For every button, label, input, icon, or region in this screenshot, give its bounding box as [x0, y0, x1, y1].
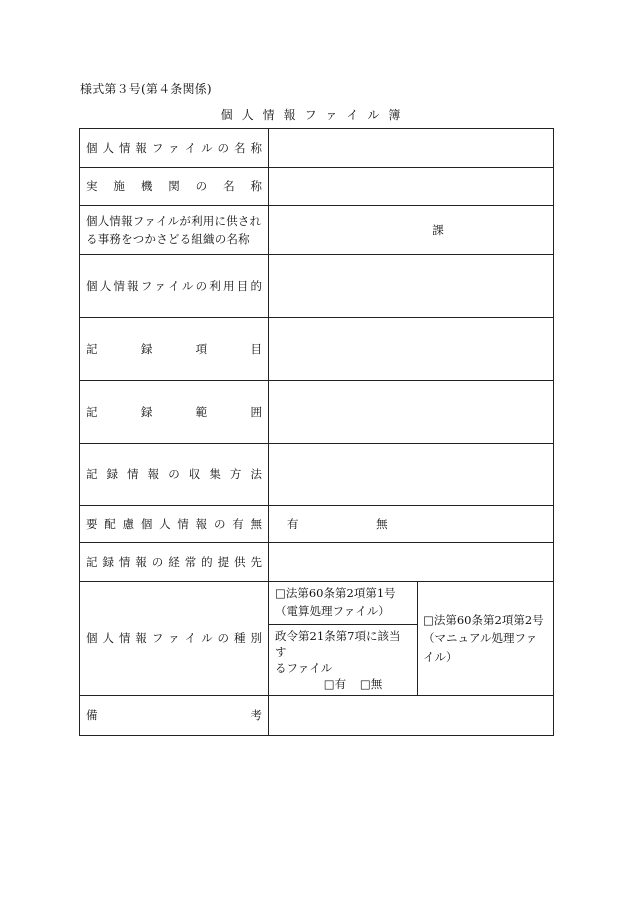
row-remarks [80, 695, 554, 735]
label-regular-recipients: 記録情報の経常的提供先 [80, 543, 269, 582]
ordinance-yes-checkbox[interactable]: □有 [323, 676, 347, 691]
row-purpose [80, 255, 554, 318]
label-record-items: 記録項目 [80, 318, 269, 381]
ordinance-line1: 政令第21条第7項に該当す [275, 628, 401, 659]
label-file-type: 個人情報ファイルの種別 [80, 582, 269, 696]
personal-info-file-ledger-table [79, 128, 554, 736]
value-org-name[interactable]: 課 [269, 206, 554, 255]
label-sensitive-info: 要配慮個人情報の有無 [80, 506, 269, 543]
sensitive-no-option[interactable]: 無 [376, 517, 388, 531]
value-collection-method[interactable] [269, 444, 554, 506]
row-record-scope [80, 381, 554, 444]
row-file-name [80, 129, 554, 168]
value-purpose[interactable] [269, 255, 554, 318]
value-record-items[interactable] [269, 318, 554, 381]
file-type-option1[interactable] [275, 582, 411, 624]
label-org-name: 個人情報ファイルが利用に供される事務をつかさどる組織の名称 [80, 206, 269, 255]
value-regular-recipients[interactable] [269, 543, 554, 582]
value-remarks[interactable] [269, 695, 554, 735]
label-remarks: 備考 [80, 695, 269, 735]
row-file-type [80, 582, 554, 696]
ordinance-block [269, 624, 417, 695]
row-regular-recipients [80, 543, 554, 582]
file-type-option1-line2: （電算処理ファイル） [275, 603, 390, 618]
label-collection-method: 記録情報の収集方法 [80, 444, 269, 506]
value-sensitive-info [269, 506, 554, 543]
label-file-name: 個人情報ファイルの名称 [80, 129, 269, 168]
value-record-scope[interactable] [269, 381, 554, 444]
value-file-name[interactable] [269, 129, 554, 168]
row-record-items [80, 318, 554, 381]
label-agency-name: 実施機関の名称 [80, 168, 269, 206]
form-title: 個人情報ファイル簿 [220, 108, 410, 122]
label-record-scope: 記録範囲 [80, 381, 269, 444]
row-sensitive-info [80, 506, 554, 543]
sensitive-yes-option[interactable]: 有 [287, 517, 299, 531]
ordinance-no-checkbox[interactable]: □無 [359, 676, 383, 691]
file-type-option2[interactable]: □法第60条第2項第2号（マニュアル処理ファイル） [418, 582, 554, 696]
value-agency-name[interactable] [269, 168, 554, 206]
file-type-left-cell [269, 582, 418, 696]
ordinance-checks [275, 676, 411, 692]
file-type-option1-line1: □法第60条第2項第1号 [275, 586, 396, 600]
row-collection-method [80, 444, 554, 506]
form-number: 様式第３号(第４条関係) [80, 82, 212, 96]
row-org-name [80, 206, 554, 255]
row-agency-name [80, 168, 554, 206]
label-purpose: 個人情報ファイルの利用目的 [80, 255, 269, 318]
ordinance-line2: るファイル [275, 660, 333, 675]
